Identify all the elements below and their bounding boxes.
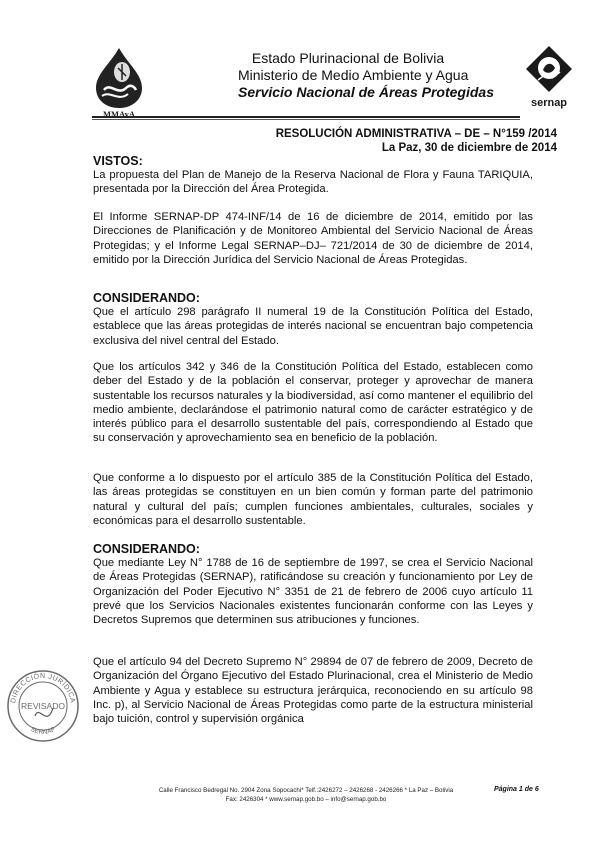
page-number: Página 1 de 6	[494, 786, 539, 793]
considerando-heading-2	[93, 542, 533, 557]
considerando2-paragraph-2: Que el artículo 94 del Decreto Supremo N° 29894 de 07 de febrero de 2009, Decreto de Organización del Órgano Ejecutivo del Estado Plurinacional, crea el Ministerio de Medio Ambiente y Agua y establece su estructura jerárquica, reconociendo en su artículo 98 Inc. p), al Servicio Nacional de Áreas Protegidas como parte de la estructura ministerial bajo tuición, control y supervisión orgánica	[93, 656, 533, 726]
section-heading: VISTOS:	[93, 154, 143, 168]
sernap-emblem-icon	[522, 44, 576, 110]
sernap-logo	[522, 44, 576, 110]
stamp-mid-text: REVISADO	[21, 701, 65, 711]
review-stamp	[5, 668, 81, 744]
vistos-paragraph-2: El Informe SERNAP-DP 474-INF/14 de 16 de diciembre de 2014, emitido por las Direcciones de Planificación y de Monitoreo Ambiental del Servicio Nacional de Áreas Protegidas; y el Informe Legal SERNAP–DJ– 721/2014 de 30 de diciembre de 2014, emitido por la Dirección Jurídica del Servicio Nacional de Áreas Protegidas.	[93, 211, 533, 266]
mmaya-logo	[88, 46, 150, 118]
footer-address	[80, 786, 532, 804]
resolution-date: La Paz, 30 de diciembre de 2014	[381, 142, 557, 154]
considerando2-paragraph-1: Que mediante Ley N° 1788 de 16 de septiembre de 1997, se crea el Servicio Nacional de Áreas Protegidas (SERNAP), ratificándose su creación y funcionamiento por Ley de Organización del Poder Ejecutivo N° 3351 de 21 de febrero de 2006 cuyo artículo 11 prevé que los Servicios Nacionales existentes funcionarán conforme con las Leyes y Decretos Supremos que determinen sus atribuciones y funciones.	[93, 557, 533, 627]
considerando1-paragraph-1: Que el artículo 298 parágrafo II numeral 19 de la Constitución Política del Estado, establece que las áreas protegidas de interés nacional se encuentran bajo competencia exclusiva del nivel central del Estado.	[93, 306, 533, 347]
vistos-paragraph-1: La propuesta del Plan de Manejo de la Reserva Nacional de Flora y Fauna TARIQUIA, presentada por la Dirección del Área Protegida.	[93, 169, 533, 196]
stamp-bottom-text: SERNAP	[29, 725, 57, 737]
mmaya-logo-text: MMAyA	[103, 109, 135, 118]
considerando-heading-1	[93, 291, 533, 306]
water-drop-icon	[88, 46, 150, 118]
section-heading: CONSIDERANDO:	[93, 291, 200, 305]
svg-text:SERNAP	[29, 726, 56, 736]
stamp-top-text: DIRECCIÓN JURÍDICA	[10, 672, 76, 704]
header-divider	[92, 116, 520, 120]
considerando1-paragraph-3: Que conforme a lo dispuesto por el artículo 385 de la Constitución Política del Estado, las áreas protegidas se constituyen en un bien común y forman parte del patrimonio natural y cultural del país; cumplen funciones ambientales, culturales, sociales y económicas para el desarrollo sustentable.	[93, 472, 533, 527]
header-state-name: Estado Plurinacional de Bolivia	[251, 50, 445, 66]
header-ministry-name: Ministerio de Medio Ambiente y Agua	[238, 67, 469, 83]
sernap-logo-text: sernap	[530, 97, 568, 109]
section-heading: CONSIDERANDO:	[93, 542, 200, 556]
header-service-name: Servicio Nacional de Áreas Protegidas	[238, 84, 494, 100]
considerando1-paragraph-2: Que los artículos 342 y 346 de la Constitución Política del Estado, establecen como deber del Estado y de la población el conservar, proteger y aprovechar de manera sustentable los recursos naturales y la biodiversidad, así como mantener el equilibrio del medio ambiente, declarándose el patrimonio natural como de carácter estratégico y de interés público para el desarrollo sustentable del país, correspondiendo al Estado que su conservación y aprovechamiento sea en beneficio de la población.	[93, 361, 533, 445]
stamp-seal-icon	[5, 668, 81, 744]
resolution-title: RESOLUCIÓN ADMINISTRATIVA – DE – N°159 /2014	[275, 128, 557, 140]
footer-line-2: Fax: 2426304 * www.sernap.gob.bo – info@sernap.gob.bo	[225, 796, 387, 803]
vistos-heading	[93, 154, 533, 169]
footer-line-1: Calle Francisco Bedregal No. 2904 Zona Sopocachi* Telf.:2426272 – 2426268 - 2426266 * La Paz – Bolivia	[158, 787, 454, 794]
